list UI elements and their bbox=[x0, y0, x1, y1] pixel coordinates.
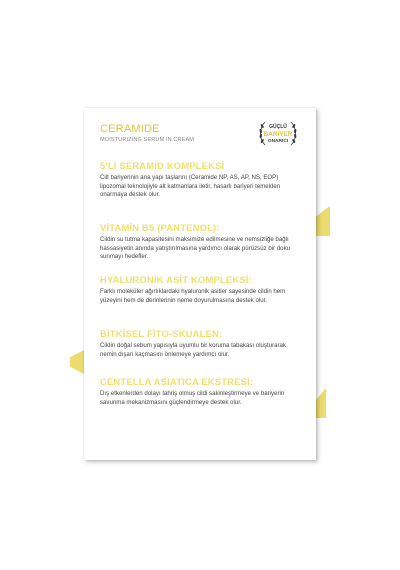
product-subtitle: MOISTURIZING SERUM IN CREAM bbox=[100, 137, 195, 143]
yellow-accent-shape-right bbox=[316, 206, 330, 236]
section-heading: VİTAMİN B5 (PANTENOL): bbox=[100, 222, 220, 233]
section-heading: CENTELLA ASIATICA EKSTRESİ: bbox=[100, 376, 254, 387]
badge-text-bottom: ONARICI bbox=[267, 139, 289, 144]
section-hyaluronic-acid bbox=[100, 274, 302, 305]
yellow-accent-shape-left bbox=[70, 350, 84, 374]
section-body: Dış etkenlerden dolayı tahriş olmuş cildi sakinleştirmeye ve bariyerin savunma mekanizmasını güçlendirmeye destek olur. bbox=[100, 390, 285, 406]
section-vitamin-b5 bbox=[100, 222, 302, 262]
section-centella-asiatica bbox=[100, 376, 302, 407]
section-phyto-squalane bbox=[100, 328, 302, 359]
section-heading: 5'Lİ SERAMİD KOMPLEKSİ bbox=[100, 160, 225, 171]
section-ceramide-complex bbox=[100, 160, 302, 200]
section-body: Cilt bariyerinin ana yapı taşlarını (Ceramide NP, AS, AP, NS, EOP) lipozomal teknolojiyle alt katmanlara iletir, hasarlı bariyeri temelden onarmaya destek olur. bbox=[100, 174, 281, 198]
section-body: Cildin doğal sebum yapısıyla uyumlu bir koruma tabakası oluşturarak nemin dışarı kaçmasını önlemeye yardımcı olur. bbox=[100, 342, 286, 358]
brand-title: CERAMIDE bbox=[100, 123, 160, 135]
section-heading: HYALURONİK ASİT KOMPLEKSİ: bbox=[100, 274, 252, 285]
product-info-card bbox=[84, 108, 316, 460]
section-body: Farklı moleküler ağırlıklardaki hyaluronik asitler sayesinde cildin hem yüzeyini hem de derinlerinin neme doyurulmasına destek olur. bbox=[100, 288, 286, 304]
badge-text-top: GÜÇLÜ bbox=[269, 124, 287, 130]
section-heading: BİTKİSEL FİTO-SKUALEN: bbox=[100, 328, 223, 339]
yellow-accent-shape-right-lower bbox=[316, 388, 326, 418]
badge-text-main: BARİYER bbox=[263, 131, 293, 138]
barrier-badge bbox=[256, 114, 300, 154]
section-body: Cildin su tutma kapasitesini maksimize edilmesine ve nemsizliğe bağlı hassasiyetin anında yatıştırılmasına yardımcı olarak pürüzsüz bir doku sunmayı hedefler. bbox=[100, 236, 291, 260]
